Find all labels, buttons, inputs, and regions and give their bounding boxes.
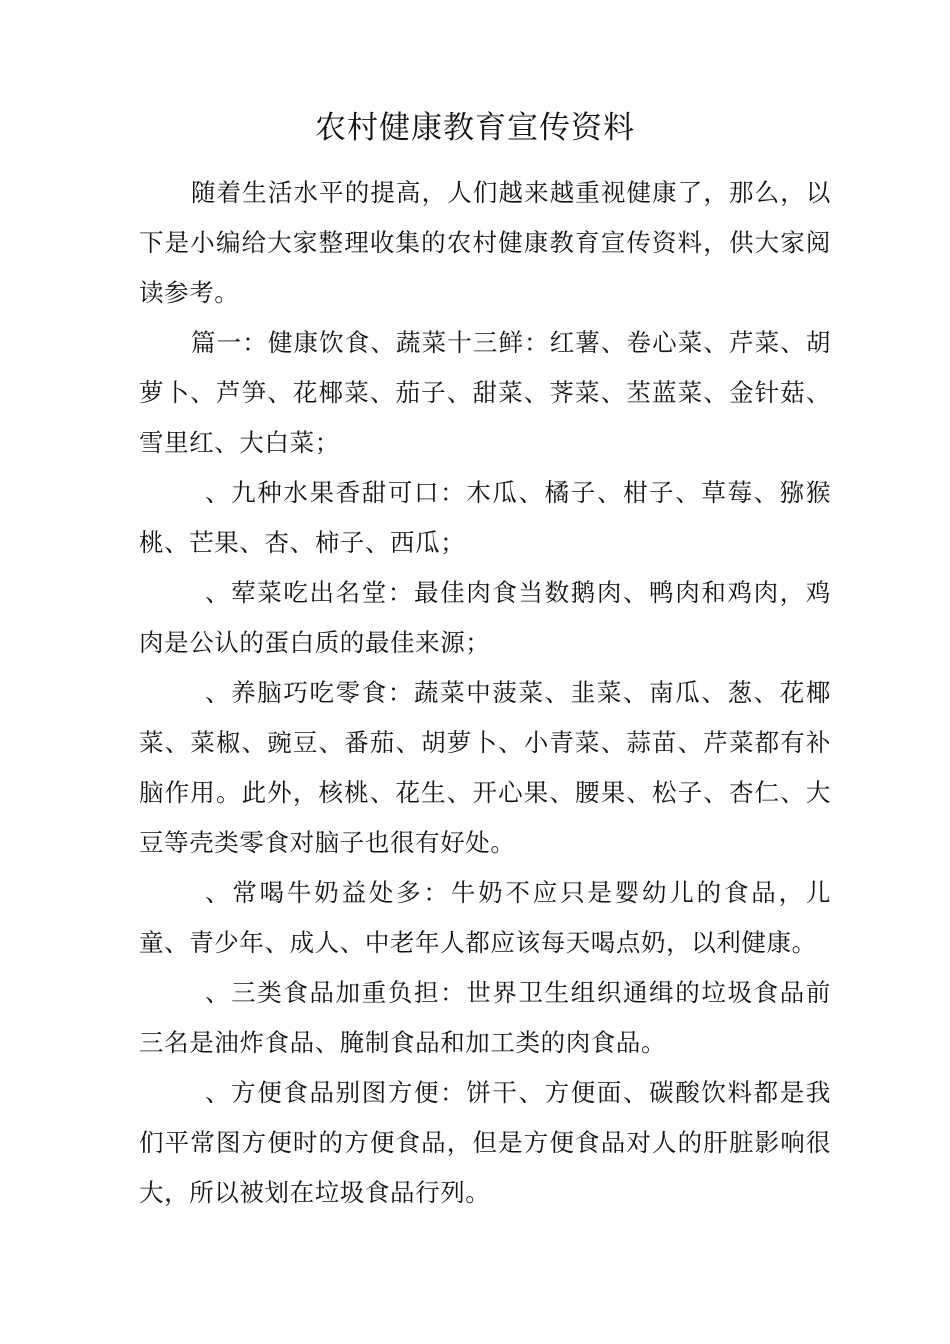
document-body — [139, 168, 831, 1218]
paragraph-vegetables: 篇一：健康饮食、蔬菜十三鲜：红薯、卷心菜、芹菜、胡萝卜、芦笋、花椰菜、茄子、甜菜、荠菜、苤蓝菜、金针菇、雪里红、大白菜； — [139, 328, 831, 457]
paragraph-brain-snacks: 、养脑巧吃零食：蔬菜中菠菜、韭菜、南瓜、葱、花椰菜、菜椒、豌豆、番茄、胡萝卜、小青菜、蒜苗、芹菜都有补脑作用。此外，核桃、花生、开心果、腰果、松子、杏仁、大豆等壳类零食对脑子也很有好处。 — [139, 678, 831, 857]
paragraph-junk-food: 、三类食品加重负担：世界卫生组织通缉的垃圾食品前三名是油炸食品、腌制食品和加工类的肉食品。 — [139, 978, 831, 1057]
paragraph-convenience-food: 、方便食品别图方便：饼干、方便面、碳酸饮料都是我们平常图方便时的方便食品，但是方便食品对人的肝脏影响很大，所以被划在垃圾食品行列。 — [139, 1078, 831, 1207]
paragraph-milk: 、常喝牛奶益处多：牛奶不应只是婴幼儿的食品，儿童、青少年、成人、中老年人都应该每天喝点奶，以利健康。 — [139, 878, 831, 957]
paragraph-intro: 随着生活水平的提高，人们越来越重视健康了，那么，以下是小编给大家整理收集的农村健康教育宣传资料，供大家阅读参考。 — [139, 178, 831, 307]
paragraph-fruits: 、九种水果香甜可口：木瓜、橘子、柑子、草莓、猕猴桃、芒果、杏、柿子、西瓜； — [139, 478, 831, 557]
document-title: 农村健康教育宣传资料 — [315, 110, 635, 146]
paragraph-meat: 、荤菜吃出名堂：最佳肉食当数鹅肉、鸭肉和鸡肉，鸡肉是公认的蛋白质的最佳来源； — [139, 578, 831, 657]
